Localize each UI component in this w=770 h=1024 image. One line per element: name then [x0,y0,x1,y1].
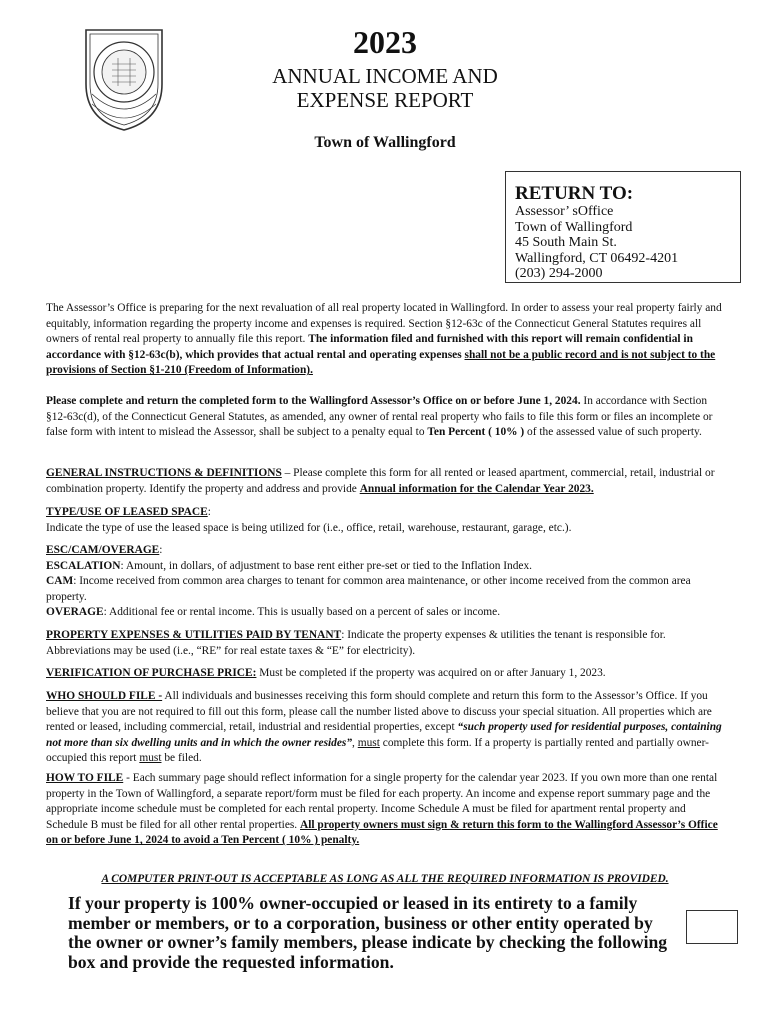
report-year: 2023 [353,24,417,60]
residential-exemption: “such property used for residential purposes, containing not more than six dwelling units and in which the owner resides” [46,721,722,749]
escalation-text: : Amount, in dollars, of adjustment to base rent either pre-set or tied to the Inflation Index. [120,559,533,572]
type-use-text: Indicate the type of use the leased space is being utilized for (i.e., office, retail, warehouse, restaurant, garage, etc.). [46,521,572,534]
deadline-paragraph [46,394,726,441]
esc-cam-overage-section: ESC/CAM/OVERAGE: ESCALATION: Amount, in dollars, of adjustment to base rent either pre-set or tied to the Inflation Index. CAM: Income received from common area charges to tenant for common area maintenance, or other income received from the common area property. OVERAGE: Additional fee or rental income. This is usually based on a percent of sales or income. [46,544,691,619]
title-line-1: ANNUAL INCOME AND [272,64,498,88]
tenant-heading: PROPERTY EXPENSES & UTILITIES PAID BY TENANT [46,629,342,641]
intro-foi-notice: shall not be a public record and is not subject to the provisions of Section §1-210 (Freedom of Information). [46,348,716,377]
who-should-file-section: WHO SHOULD FILE - All individuals and businesses receiving this form should complete and return this form to the Assessor’s Office. If you believe that you are not required to fill out this form, please call the number listed above to discuss your special situation. All properties which are rented or leased, including commercial, retail, industrial and residential properties, except “such property used for residential purposes, containing not more than six dwelling units and in which the owner resides”, must complete this form. If a property is partially rented and partially owner-occupied this report must be filed. [46,690,722,765]
return-to-box [505,171,741,283]
deadline-text-end: of the assessed value of such property. [527,426,702,439]
return-to-line: Assessor’ sOffice [515,204,614,219]
deadline-text: In accordance with Section §12-63c(d), of the Connecticut General Statutes, as amended, any owner of rental real property who fails to file this form or files an incomplete or false form with intent to mislead the Assessor, shall be subject to a penalty equal to [46,395,713,439]
owner-occupied-statement: If your property is 100% owner-occupied or leased in its entirety to a family member or members, or to a corporation, business or other entity operated by the owner or owner’s family members, please indicate by checking the following box and provide the requested information. [68,893,668,972]
general-heading: GENERAL INSTRUCTIONS & DEFINITIONS [46,467,282,479]
who-text: All individuals and businesses receiving this form should complete and return this form to the Assessor’s Office. If you believe that you are not required to fill out this form, please call the number listed above to discuss your special situation. All properties which are rented or leased, including commercial, retail, industrial and residential properties, except [46,690,712,734]
type-use-section: TYPE/USE OF LEASED SPACE: Indicate the type of use the leased space is being utilized for (i.e., office, retail, warehouse, restaurant, garage, etc.). [46,506,572,534]
type-use-heading: TYPE/USE OF LEASED SPACE [46,506,208,518]
cam-text: : Income received from common area charges to tenant for common area maintenance, or other income received from the common area property. [46,575,691,603]
general-instructions [46,466,726,497]
title-line-2: EXPENSE REPORT [296,88,474,112]
return-to-line: Town of Wallingford [515,219,633,235]
who-text-2: complete this form. If a property is partially rented and partially owner-occupied this report [46,736,709,765]
who-heading: WHO SHOULD FILE - [46,690,163,702]
deadline-notice: Please complete and return the completed form to the Wallingford Assessor’s Office on or before June 1, 2024. [46,395,581,407]
intro-paragraph [46,301,726,379]
esc-heading: ESC/CAM/OVERAGE [46,544,160,556]
return-to-phone: (203) 294-2000 [515,266,603,281]
penalty-amount: Ten Percent ( 10% ) [427,426,525,439]
escalation-label: ESCALATION [46,559,121,572]
how-heading: HOW TO FILE [46,772,124,784]
return-to-heading: RETURN TO: [515,183,634,204]
tenant-expenses-section [46,628,726,659]
calendar-year-notice: Annual information for the Calendar Year 2023. [359,482,594,495]
intro-text: The Assessor’s Office is preparing for the next revaluation of all real property located in Wallingford. In order to assess your real property fairly and equitably, information regarding the property income and expenses is required. Section §12-63c of the Connecticut General Statutes requires all owners of rental real property to annually file this report. [46,302,722,346]
overage-text: : Additional fee or rental income. This is usually based on a percent of sales or income. [103,606,501,619]
return-to-line: 45 South Main St. [515,235,617,250]
sign-return-notice: All property owners must sign & return this form to the Wallingford Assessor’s Office on or before June 1, 2024 to avoid a Ten Percent ( 10% ) penalty. [46,818,718,847]
return-to-line: Wallingford, CT 06492-4201 [515,250,679,266]
town-name: Town of Wallingford [314,134,456,151]
owner-occupied-checkbox[interactable] [686,910,738,944]
how-text: - Each summary page should reflect information for a single property for the calendar year 2023. If you own more than one rental property in the Town of Wallingford, a separate report/form must be filed for each property. An income and expense report summary page and the appropriate income schedule must be completed for each rental property. Income Schedule A must be filed for apartment rental property and Schedule B must be filed for all other rental properties. [46,772,718,831]
intro-confidential: The information filed and furnished with this report will remain confidential in accordance with §12-63c(b), which provides that actual rental and operating expenses [46,333,693,361]
verification-text: Must be completed if the property was acquired on or after January 1, 2023. [259,667,606,679]
tenant-text: : Indicate the property expenses & utilities the tenant is responsible for. Abbreviations may be used (i.e., “RE” for real estate taxes & “E” for electricity). [46,629,666,657]
how-to-file-section [46,771,726,849]
overage-label: OVERAGE [46,606,104,619]
printout-note: A COMPUTER PRINT-OUT IS ACCEPTABLE AS LONG AS ALL THE REQUIRED INFORMATION IS PROVIDED. [101,873,669,885]
verification-heading: VERIFICATION OF PURCHASE PRICE: [46,667,257,679]
general-text: – Please complete this form for all rented or leased apartment, commercial, retail, industrial or combination property. Identify the property and address and provide [46,467,715,495]
verification-section [46,666,726,682]
report-title [0,64,770,112]
cam-label: CAM [46,575,74,588]
